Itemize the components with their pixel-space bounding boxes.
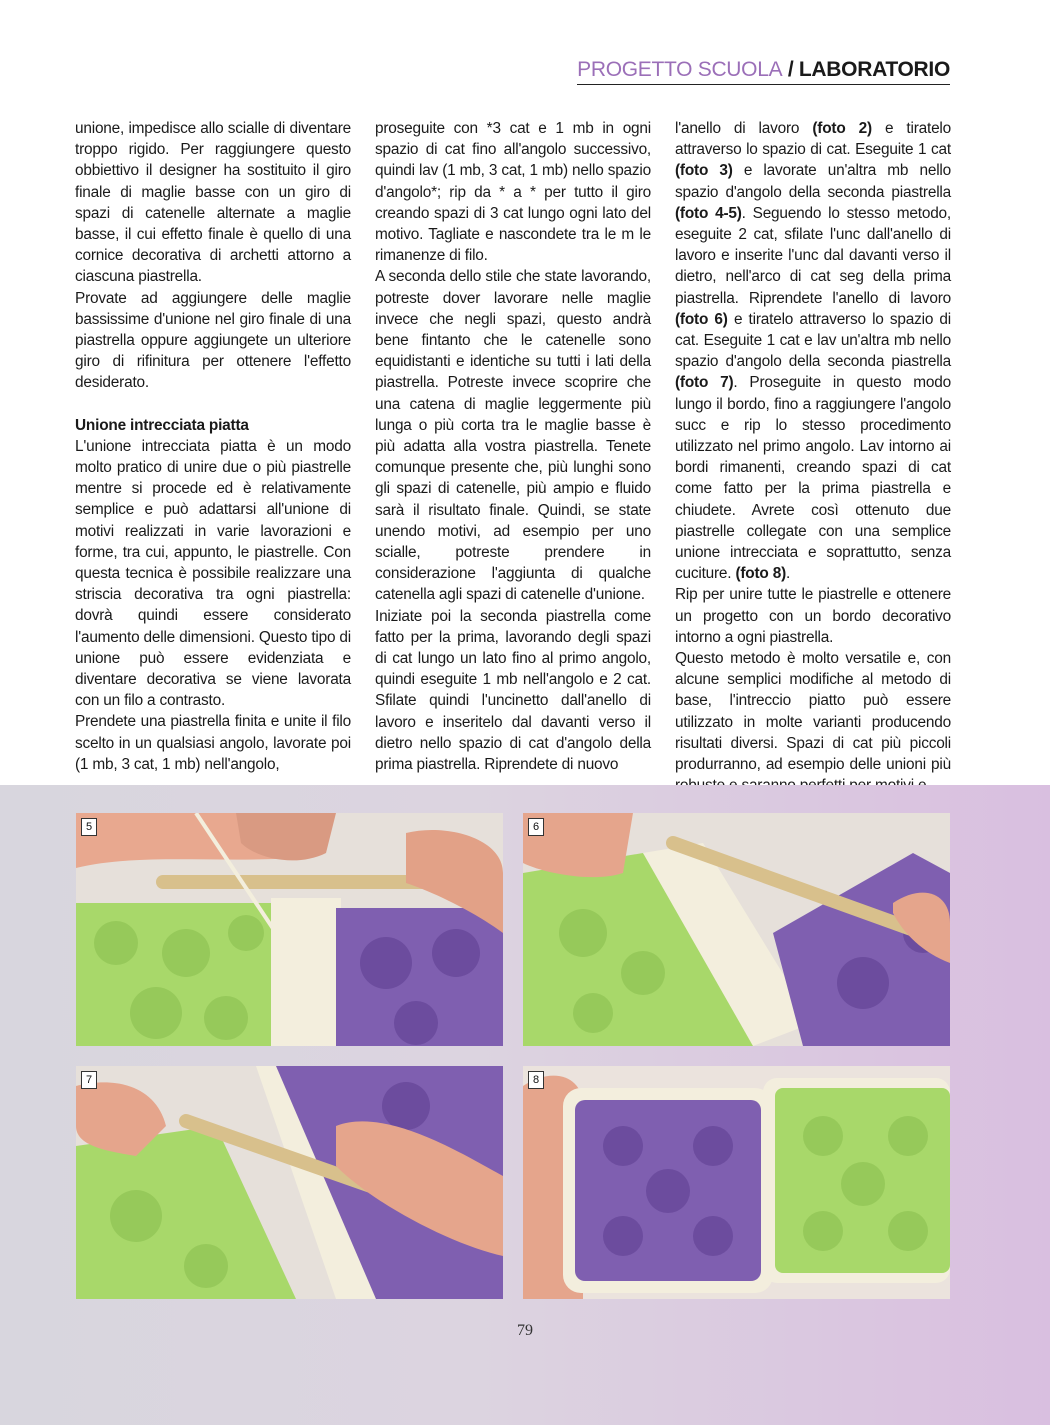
header-title: LABORATORIO [798, 58, 950, 81]
photo-reference: (foto 4-5) [675, 204, 742, 222]
paragraph: proseguite con *3 cat e 1 mb in ogni spazio di cat fino all'angolo successivo, quindi lav (1 mb, 3 cat, 1 mb) nello spazio d'angolo*; rip da * a * per tutto il giro creando spazi di 3 cat lungo ogni lato del motivo. Tagliate e nascondete tra le m le rimanenze di filo. [375, 120, 651, 265]
photo-6 [523, 813, 950, 1046]
header-section: PROGETTO SCUOLA [577, 58, 783, 81]
header-separator: / [782, 58, 799, 81]
text-run: l'anello di lavoro [675, 120, 813, 137]
photo-8 [523, 1066, 950, 1299]
photo-reference: (foto 7) [675, 374, 734, 392]
paragraph [675, 118, 951, 584]
photo-5-illustration [76, 813, 503, 1046]
paragraph: Provate ad aggiungere delle maglie bassissime d'unione nel giro finale di una piastrella oppure aggiungete un ulteriore giro di rifinitura per ottenere l'effetto desiderato. [75, 289, 351, 392]
photo-7-illustration [76, 1066, 503, 1299]
paragraph: unione, impedisce allo scialle di diventare troppo rigido. Per raggiungere questo obbiettivo il designer ha sostituito il giro finale di maglie basse con un giro di spazi di catenelle alternate a maglie basse, il cui effetto finale è quello di una cornice decorativa di archetti attorno a ciascuna piastrella. [75, 120, 351, 286]
text-column-2 [375, 118, 651, 775]
photo-reference: (foto 6) [675, 310, 728, 328]
text-run: e tiratelo attraverso lo spazio di cat. Eseguite 1 cat e lav un'altra mb nello spazio d'angolo della seconda piastrella [675, 310, 951, 371]
photo-reference: (foto 2) [812, 120, 872, 137]
paragraph: Rip per unire tutte le piastrelle e ottenere un progetto con un bordo decorativo intorno a ogni piastrella. [675, 586, 951, 646]
section-heading: Unione intrecciata piatta [75, 416, 249, 434]
photo-reference: (foto 3) [675, 162, 733, 180]
text-column-1 [75, 118, 351, 775]
photo-number: 5 [81, 818, 97, 836]
photo-7 [76, 1066, 503, 1299]
text-column-3 [675, 118, 951, 797]
paragraph: A seconda dello stile che state lavorando, potreste dover lavorare nelle maglie invece che negli spazi, questo andrà bene fintanto che le catenelle sono equidistanti e identiche su tutti i lati della piastrella. Potreste invece scoprire che una catena di maglie leggermente più lunga o più corta tra le maglie basse è più adatta alla vostra piastrella. Tenete comunque presente che, più lunghi sono gli spazi di catenelle, più ampio e fluido sarà il risultato finale. Quindi, se state unendo motivi, ad esempio per uno scialle, potreste prendere in considerazione l'aggiunta di qualche catenella agli spazi di catenelle d'unione. [375, 268, 651, 604]
running-header [577, 58, 950, 85]
paragraph: Questo metodo è molto versatile e, con alcune semplici modifiche al metodo di base, l'intreccio piatto può essere utilizzato in molte varianti producendo risultati diversi. Spazi di cat più piccoli produrranno, ad esempio delle unioni più [675, 650, 951, 774]
photo-8-illustration [523, 1066, 950, 1299]
text-run: e lavorate un'altra mb nello spazio d'angolo della seconda piastrella [675, 162, 951, 201]
paragraph: Iniziate poi la seconda piastrella come fatto per la prima, lavorando degli spazi di cat lungo un lato fino al primo angolo, quindi eseguite 1 mb nell'angolo e 2 cat. Sfilate quindi l'uncinetto dall'anello di lavoro e inseritelo dal davanti verso il dietro nello spazio di cat d'angolo della prima piastrella. Riprendete di nuovo [375, 607, 651, 774]
photo-5 [76, 813, 503, 1046]
text-run: . [786, 565, 791, 583]
text-run: . Seguendo lo stesso metodo, eseguite 2 cat, sfilate l'unc dall'anello di lavoro e inserite l'unc dal davanti verso il dietro, nell'arco di cat seg della prima piastrella. Riprendete l'anello di lavoro [675, 204, 951, 307]
photo-number: 8 [528, 1071, 544, 1089]
paragraph: L'unione intrecciata piatta è un modo molto pratico di unire due o più piastrelle mentre si procede ed è relativamente semplice e può adattarsi all'unione di motivi realizzati in varie lavorazioni e forme, tra cui, appunto, le piastrelle. Con questa tecnica è possibile realizzare una striscia decorativa tra ogni piastrella: dovrà quindi essere considerato l'aumento delle dimensioni. Questo tipo di unione può essere evidenziata e diventare decorativa se viene lavorata con un filo a contrasto. [75, 437, 352, 710]
photo-reference: (foto 8) [735, 565, 786, 583]
photo-6-illustration [523, 813, 950, 1046]
text-run: . Proseguite in questo modo lungo il bordo, fino a raggiungere l'angolo succ e rip lo stesso procedimento utilizzato nel primo angolo. Lav intorno ai bordi rimanenti, creando spazi di cat come fatto per la prima piastrella e chiudete. Avrete così ottenuto due piastrelle collegate con una semplice unione intrecciata e soprattutto, senza cuciture. [675, 374, 951, 583]
page-number: 79 [517, 1322, 533, 1339]
paragraph: Prendete una piastrella finita e unite il filo scelto in un qualsiasi angolo, lavorate poi (1 mb, 3 cat, 1 mb) nell'angolo, [75, 713, 351, 773]
text-run: e tiratelo attraverso lo spazio di cat. Eseguite 1 cat [675, 120, 952, 159]
photo-number: 7 [81, 1071, 97, 1089]
photo-number: 6 [528, 818, 544, 836]
